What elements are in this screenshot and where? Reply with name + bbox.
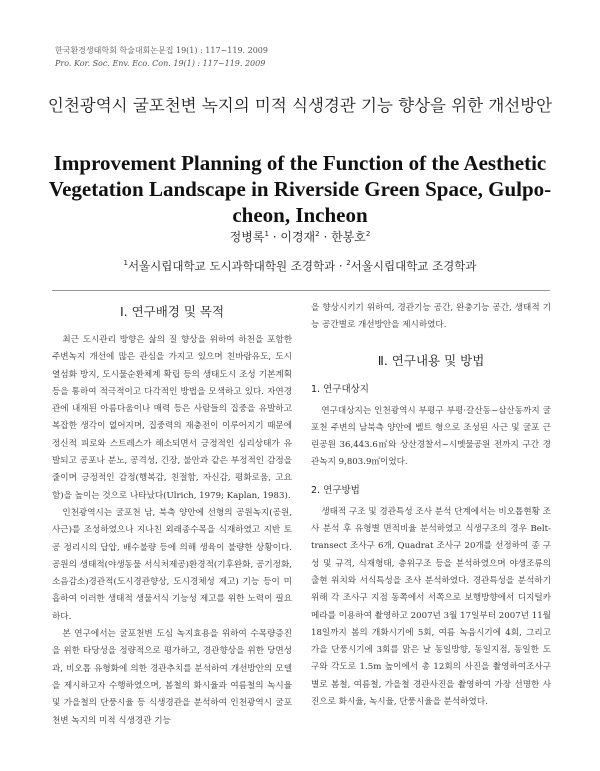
author-separator: · — [268, 230, 281, 244]
affil-mark: 1 — [123, 259, 128, 268]
author-list — [0, 228, 600, 245]
affil-mark: 2 — [346, 259, 351, 268]
section-heading-intro: Ⅰ. 연구배경 및 목적 — [119, 304, 225, 319]
left-column — [52, 300, 292, 730]
subsection-heading-methods: 2. 연구방법 — [311, 484, 360, 496]
right-column — [311, 300, 551, 711]
subsection-heading-study-site: 1. 연구대상지 — [311, 383, 369, 395]
author-name: 정병록 — [229, 230, 265, 244]
intro-paragraph-2: 인천광역시는 굴포천 남, 북측 양안에 선형의 공원녹지(공원, 사근)를 조성하였으나 지나친 외래종수목을 식재하였고 지반 토공 정리시의 답압, 배수불량 등에 의해 생육이 불량한 상황이다. 공원의 생태적(야생동물 서식처제공)환경적(기후완화, 공기정화, 소음감소)경관적(도시경관향상, 도시경체성 제고) 기능 등이 미흡하여 이러한 생태적 생물서식 기능성 제고를 위한 노력이 필요하다. — [52, 507, 292, 622]
journal-line-ko: 한국환경생태학회 학술대회논문집 19(1) : 117~119. 2009 — [55, 46, 268, 55]
intro-paragraph-1: 최근 도시관리 방향은 삶의 질 향상을 위하여 하천을 포함한 주변녹지 개선에 많은 관심을 가지고 있으며 친바람유도, 도시 열섬화 방지, 도시물순환체계 확립 등의 생태도시 조성 기본계획 등을 통하여 적극적이고 다각적인 방법을 모색하고 있다. 자연경관에 내재된 아름다움이나 매력 등은 사람들의 집중을 유발하고 복잡한 생각이 없어지며, 집중력의 재충전이 이루어지기 때문에 정신적 피로와 스트레스가 해소되면서 긍정적인 심리상태가 유발되고 공포나 분노, 공격성, 긴장, 불안과 같은 부정적인 감정을 줄이며 긍정적인 감정(행복감, 친절함, 자신감, 평화로움, 고요함)을 높이는 것으로 나타났다(Ulrich, 1979; Kaplan, 1983). — [52, 335, 292, 501]
header-divider — [52, 290, 550, 291]
journal-header — [55, 44, 268, 70]
methods-paragraph-2: 생태적 구조 및 경관특성 조사 분석 단계에서는 비오톱현황 조사 분석 후 유형별 면적비율 분석하였고 식생구조의 경우 Belt-transect 조사구 6개, Quadrat 조사구 20개를 선정하여 종 구성 및 규격, 식재형태, 층위구조 등을 분석하였으며 야생조류의 출현 위치와 서식특성을 조사 분석하였다. 경관특성을 분석하기 위해 각 조사구 지점 동쪽에서 서쪽으로 보행방향에서 디지털카메라를 이용하여 촬영하고 2007년 3월 17일부터 2007년 11월 18일까지 봄의 개화시기에 5회, 여름 녹음시기에 4회, 그리고 가을 단풍시기에 3회를 맑은 날 동일방향, 동일지점, 동일한 도구와 각도로 1.5m 높이에서 총 12회의 사진을 촬영하여조사구별로 봄철, 여름철, 가을철 경관사진을 촬영하여 가장 선명한 사진으로 화시율, 녹시율, 단풍시율을 분석하였다. — [311, 506, 551, 708]
affiliation: 서울시립대학교 조경학과 — [350, 259, 477, 273]
section-heading-methods: Ⅱ. 연구내용 및 방법 — [377, 352, 485, 368]
title-korean: 인천광역시 굴포천변 녹지의 미적 식생경관 기능 향상을 위한 개선방안 — [47, 96, 553, 115]
title-english: Improvement Planning of the Function of the Aesthetic Vegetation Landscape in Riverside Green Space, Gulpo-cheon, Incheon — [48, 151, 552, 227]
author-name: 한봉호 — [331, 230, 366, 244]
affiliation-list — [0, 258, 600, 274]
intro-paragraph-3: 본 연구에서는 굴포천변 도심 녹지효용을 위하여 수목량증진을 위한 타당성을 정량적으로 평가하고, 경관향상을 위한 당면성과, 비오톱 유형화에 의한 경관추치를 분석하여 개선방안의 모델을 제시하고자 수행하였으며, 봄철의 화시율과 여름철의 녹시율 및 가을철의 단풍시율 등 식생경관을 분석하여 인천광역시 굴포천변 녹지의 미적 식생경관 기능 — [52, 629, 292, 726]
affil-separator: · — [335, 259, 347, 273]
author-affil-mark: 2 — [315, 230, 320, 238]
author-separator: · — [319, 230, 332, 244]
author-affil-mark: 1 — [264, 230, 269, 238]
intro-paragraph-continued: 을 향상시키기 위하여, 경관기능 공간, 완충기능 공간, 생태적 기능 공간별로 개선방안을 제시하였다. — [311, 303, 551, 331]
author-affil-mark: 2 — [365, 230, 371, 238]
methods-paragraph-1: 연구대상지는 인천광역시 부평구 부평·갈산동~삼산동까지 굴포천 주변의 남북측 양안에 벨트 형으로 조성된 사근 및 굴포 근린공원 36,443.6㎡와 상산경찰서~시멧물공원 전까지 구간 경관녹지 9,803.9㎡이었다. — [311, 405, 551, 468]
author-name: 이경재 — [280, 230, 316, 244]
journal-line-en: Pro. Kor. Soc. Env. Eco. Con. 19(1) : 117~119. 2009 — [55, 59, 266, 68]
affiliation: 서울시립대학교 도시과학대학원 조경학과 — [127, 259, 336, 273]
